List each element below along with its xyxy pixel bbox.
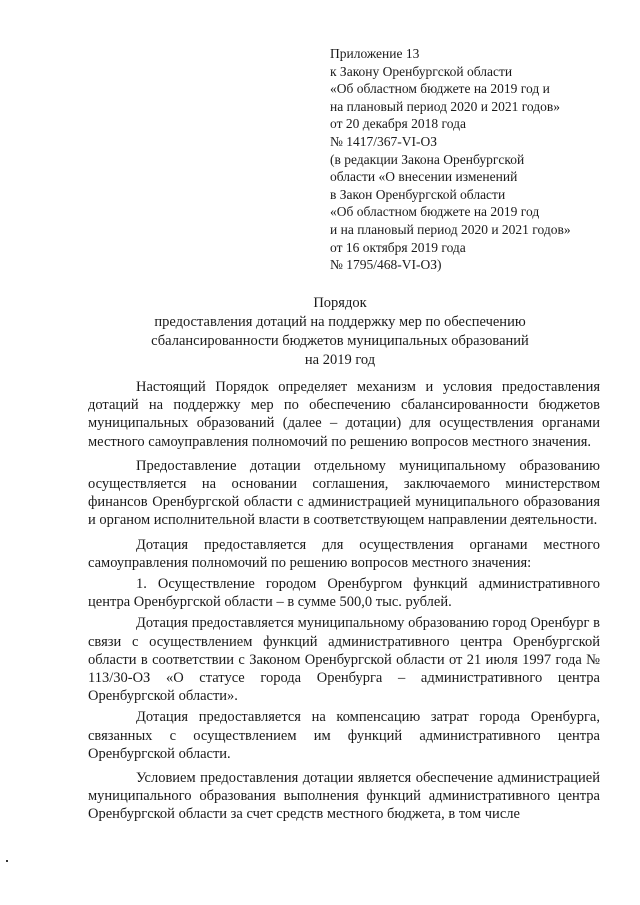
document-title	[80, 294, 600, 370]
paragraph: Предоставление дотации отдельному муниципальному образованию осуществляется на основании соглашения, заключаемого министерством финансов Оренбургской области с администрацией муниципального образования и органом исполнительной власти в соответствующем направлении деятельности.	[88, 457, 600, 529]
paragraph: Дотация предоставляется на компенсацию затрат города Оренбурга, связанных с осуществлением им функций административного центра Оренбургской области.	[88, 709, 600, 762]
title-line: предоставления дотаций на поддержку мер по обеспечению	[154, 314, 526, 330]
paragraph: Условием предоставления дотации является обеспечение администрацией муниципального образования выполнения функций административного центра Оренбургской области за счет средств местного бюджета, в том числе	[88, 770, 600, 823]
appendix-line: на плановый период 2020 и 2021 годов»	[330, 98, 561, 114]
document-body	[88, 378, 600, 830]
paragraph: Настоящий Порядок определяет механизм и условия предоставления дотаций на поддержку мер по обеспечению сбалансированности бюджетов муниципальных образований (далее – дотации) для осуществления органами местного самоуправления полномочий по решению вопросов местного значения.	[88, 379, 600, 450]
paragraph: 1. Осуществление городом Оренбургом функций административного центра Оренбургской области – в сумме 500,0 тыс. рублей.	[88, 576, 600, 611]
appendix-line: от 16 октября 2019 года	[330, 239, 466, 255]
appendix-line: «Об областном бюджете на 2019 год и	[330, 81, 550, 97]
paragraph: Дотация предоставляется муниципальному образованию город Оренбург в связи с осуществлением функций административного центра Оренбургской области в соответствии с Законом Оренбургской области от 21 июля 1997 года № 113/30-ОЗ «О статусе города Оренбурга – административного центра Оренбургской области».	[88, 615, 600, 705]
title-line: на 2019 год	[304, 352, 376, 368]
appendix-header	[330, 45, 630, 274]
appendix-line: «Об областном бюджете на 2019 год	[330, 204, 540, 220]
appendix-line: к Закону Оренбургской области	[330, 63, 513, 79]
appendix-line: и на плановый период 2020 и 2021 годов»	[330, 221, 571, 237]
paragraph: Дотация предоставляется для осуществления органами местного самоуправления полномочий по решению вопросов местного значения:	[88, 536, 600, 571]
scan-speck	[6, 860, 8, 862]
appendix-line: области «О внесении изменений	[330, 169, 518, 185]
appendix-line: № 1795/468-VI-ОЗ)	[330, 257, 442, 273]
title-line: Порядок	[313, 295, 367, 311]
appendix-line: Приложение 13	[330, 46, 420, 61]
appendix-line: № 1417/367-VI-ОЗ	[330, 133, 438, 149]
appendix-line: (в редакции Закона Оренбургской	[330, 151, 525, 167]
appendix-line: от 20 декабря 2018 года	[330, 116, 466, 132]
appendix-line: в Закон Оренбургской области	[330, 186, 506, 202]
title-line: сбалансированности бюджетов муниципальных образований	[151, 333, 529, 349]
